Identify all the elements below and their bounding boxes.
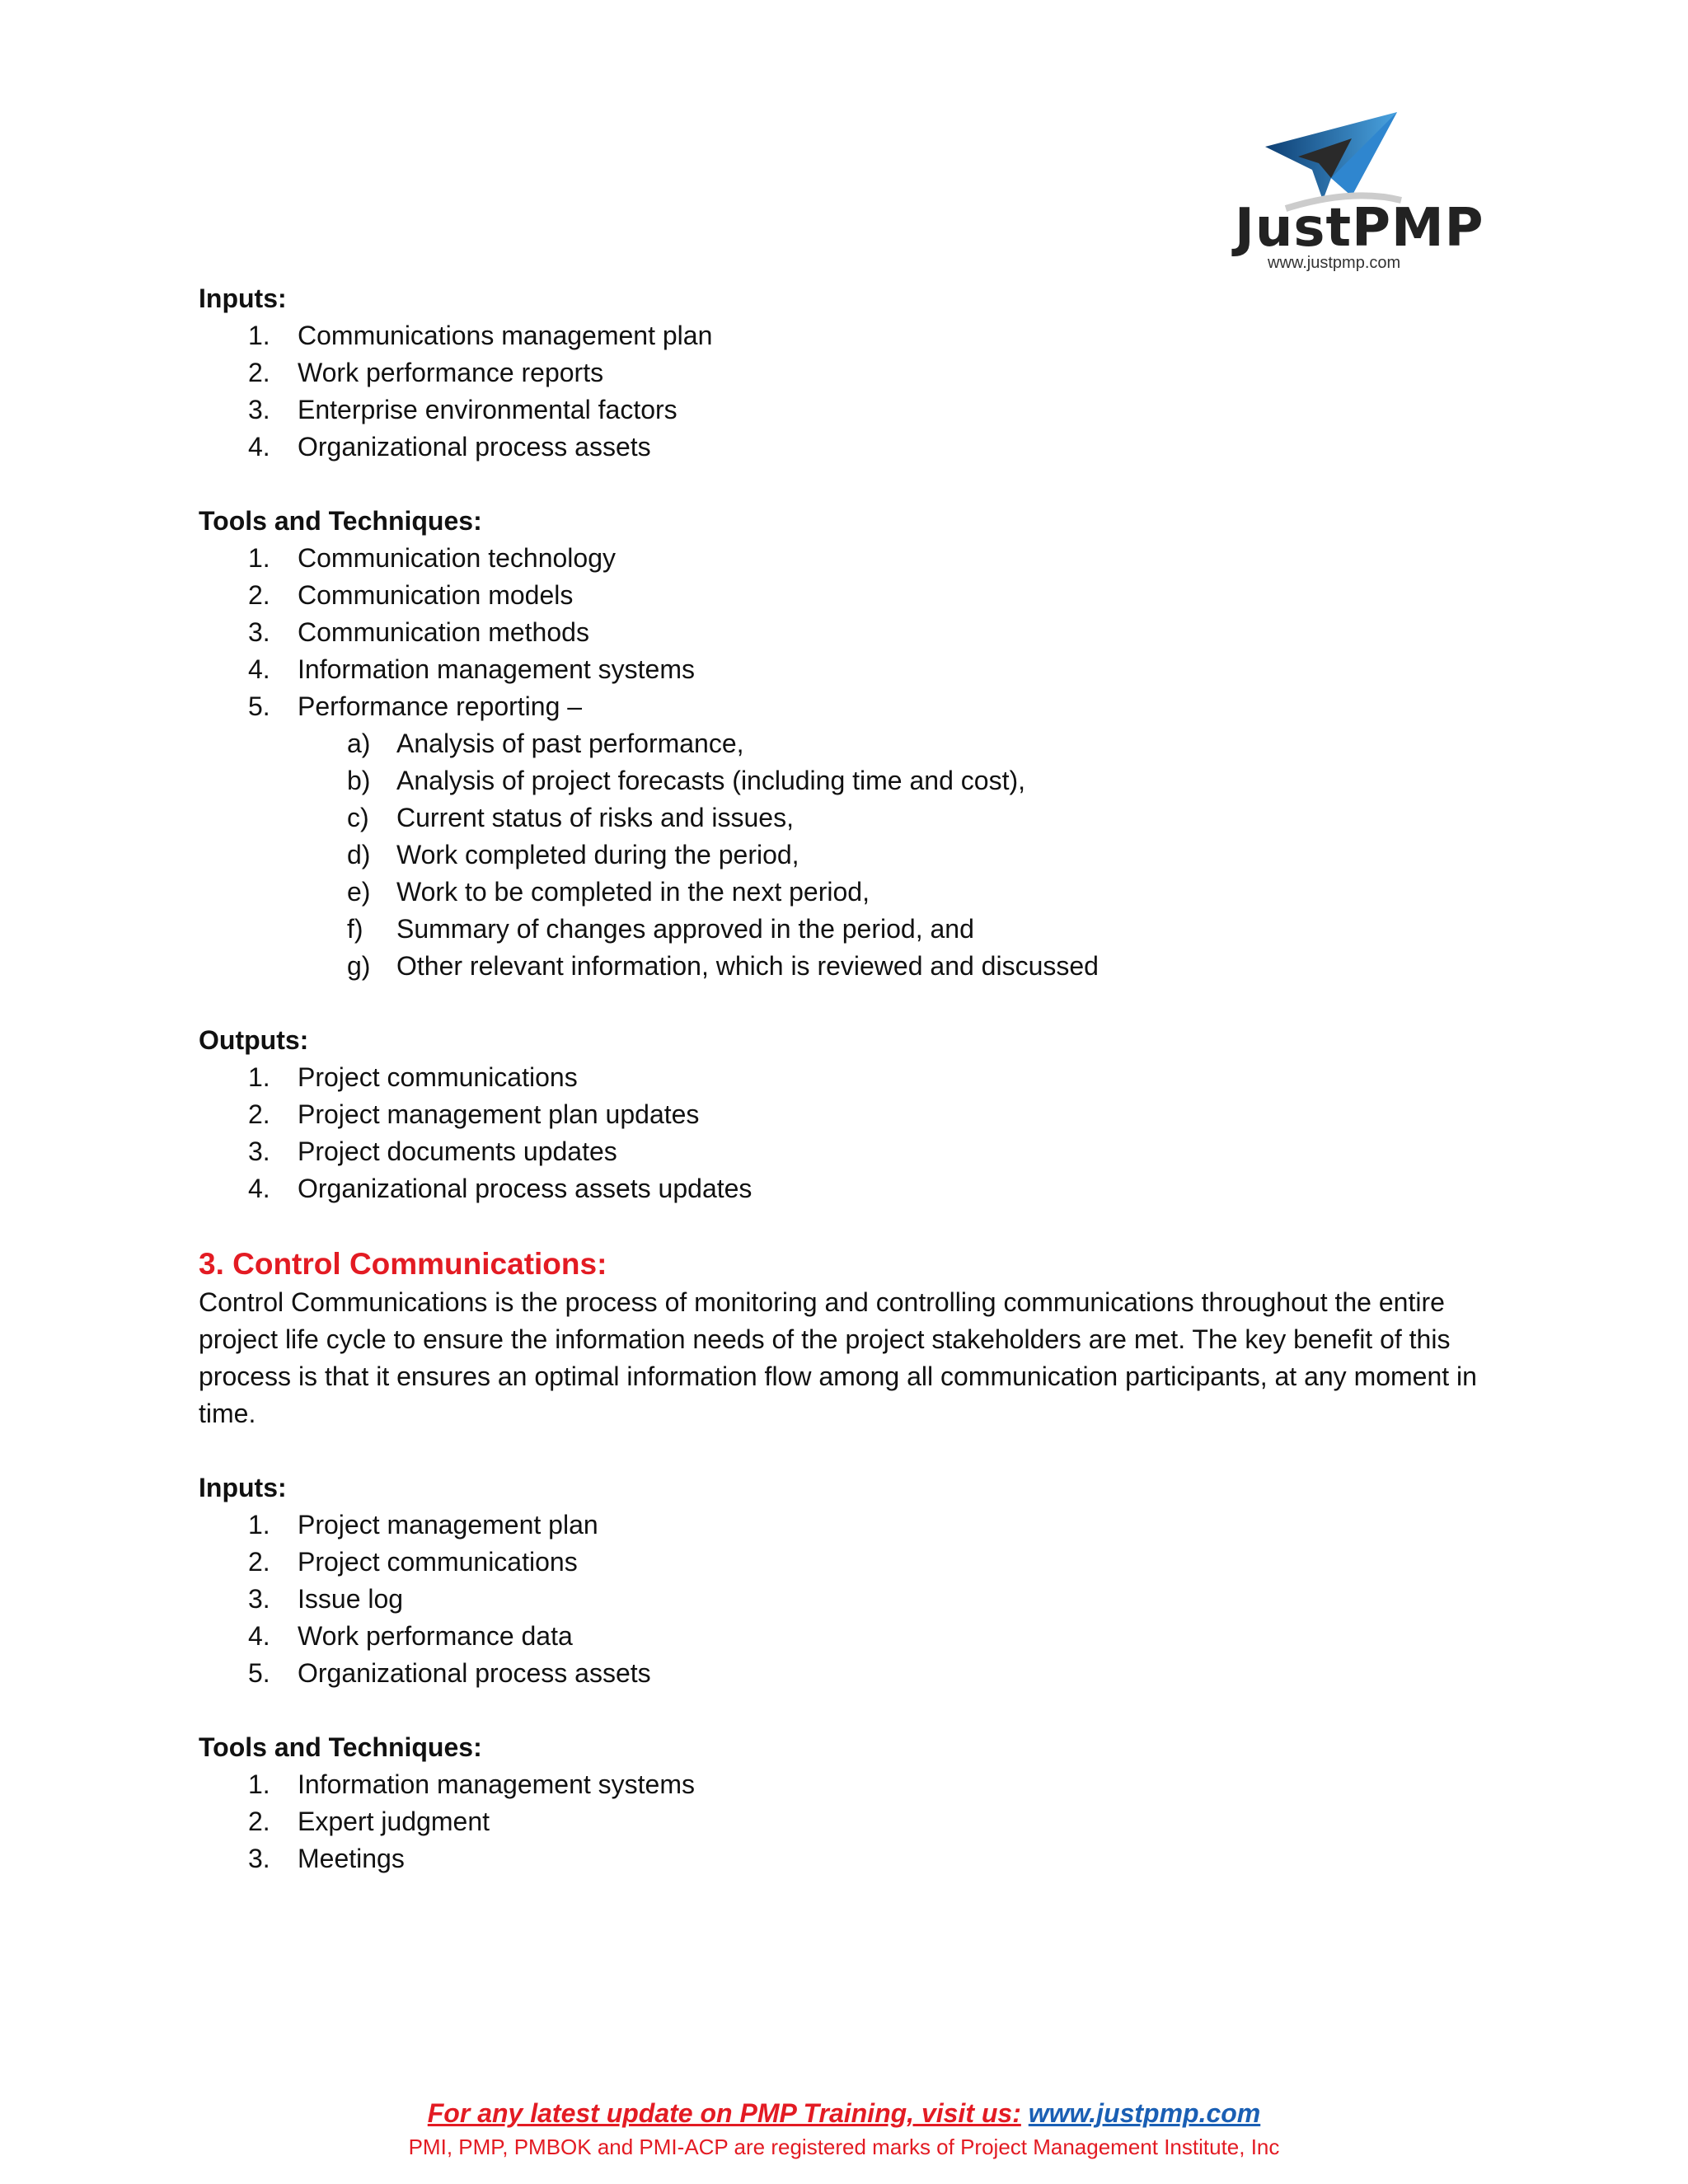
paper-plane-icon	[1253, 105, 1418, 213]
list-item: 4. Organizational process assets	[248, 432, 651, 462]
list-item: 1. Project communications	[248, 1062, 578, 1092]
footer-trademark: PMI, PMP, PMBOK and PMI-ACP are registered marks of Project Management Institute, Inc	[408, 2135, 1280, 2159]
list-item: 2. Expert judgment	[248, 1807, 490, 1836]
section-paragraph: Control Communications is the process of monitoring and controlling communications throughout the entire project life cycle to ensure the information needs of the project stakeholders are met. The key benefit of this process is that it ensures an optimal information flow among all communication participants, at any moment in time.	[199, 1287, 1477, 1428]
list-item: 1. Communications management plan	[248, 321, 713, 350]
list-item: 3. Meetings	[248, 1844, 405, 1873]
list-item: 4. Information management systems	[248, 654, 695, 684]
list-item: 3. Issue log	[248, 1584, 404, 1614]
list-item: 2. Work performance reports	[248, 358, 604, 387]
list-item: 2. Communication models	[248, 580, 574, 610]
logo-url: www.justpmp.com	[1268, 254, 1401, 272]
list-item: 2. Project management plan updates	[248, 1099, 700, 1129]
list-item: 4. Organizational process assets updates	[248, 1174, 753, 1203]
list-item: 1. Project management plan	[248, 1510, 598, 1540]
document-body	[199, 280, 1484, 1877]
list-item: 1. Information management systems	[248, 1769, 695, 1799]
list-item: 5. Performance reporting –	[248, 691, 583, 721]
sub-list-item: a) Analysis of past performance,	[347, 729, 744, 758]
inputs-heading: Inputs:	[199, 284, 287, 313]
sub-list-item: c) Current status of risks and issues,	[347, 803, 794, 832]
footer-website-link[interactable]: www.justpmp.com	[1028, 2098, 1261, 2128]
sub-list-item: b) Analysis of project forecasts (including time and cost),	[347, 766, 1025, 795]
list-item: 2. Project communications	[248, 1547, 578, 1577]
section-title: 3. Control Communications:	[199, 1247, 607, 1281]
justpmp-logo[interactable]	[1228, 105, 1492, 279]
list-item: 4. Work performance data	[248, 1621, 573, 1651]
inputs-heading: Inputs:	[199, 1473, 287, 1502]
sub-list-item: e) Work to be completed in the next period,	[347, 877, 870, 907]
tools-heading: Tools and Techniques:	[199, 1732, 482, 1762]
outputs-heading: Outputs:	[199, 1025, 309, 1055]
logo-wordmark: JustPMP	[1235, 198, 1484, 259]
list-item: 1. Communication technology	[248, 543, 616, 573]
footer-promo	[0, 2098, 1688, 2129]
footer-promo-text: For any latest update on PMP Training, visit us:	[427, 2098, 1021, 2128]
list-item: 5. Organizational process assets	[248, 1658, 651, 1688]
list-item: 3. Project documents updates	[248, 1137, 617, 1166]
tools-heading: Tools and Techniques:	[199, 506, 482, 536]
list-item: 3. Enterprise environmental factors	[248, 395, 678, 424]
sub-list-item: g) Other relevant information, which is reviewed and discussed	[347, 951, 1099, 981]
list-item: 3. Communication methods	[248, 617, 589, 647]
sub-list-item: d) Work completed during the period,	[347, 840, 799, 869]
sub-list-item: f) Summary of changes approved in the period, and	[347, 914, 974, 944]
